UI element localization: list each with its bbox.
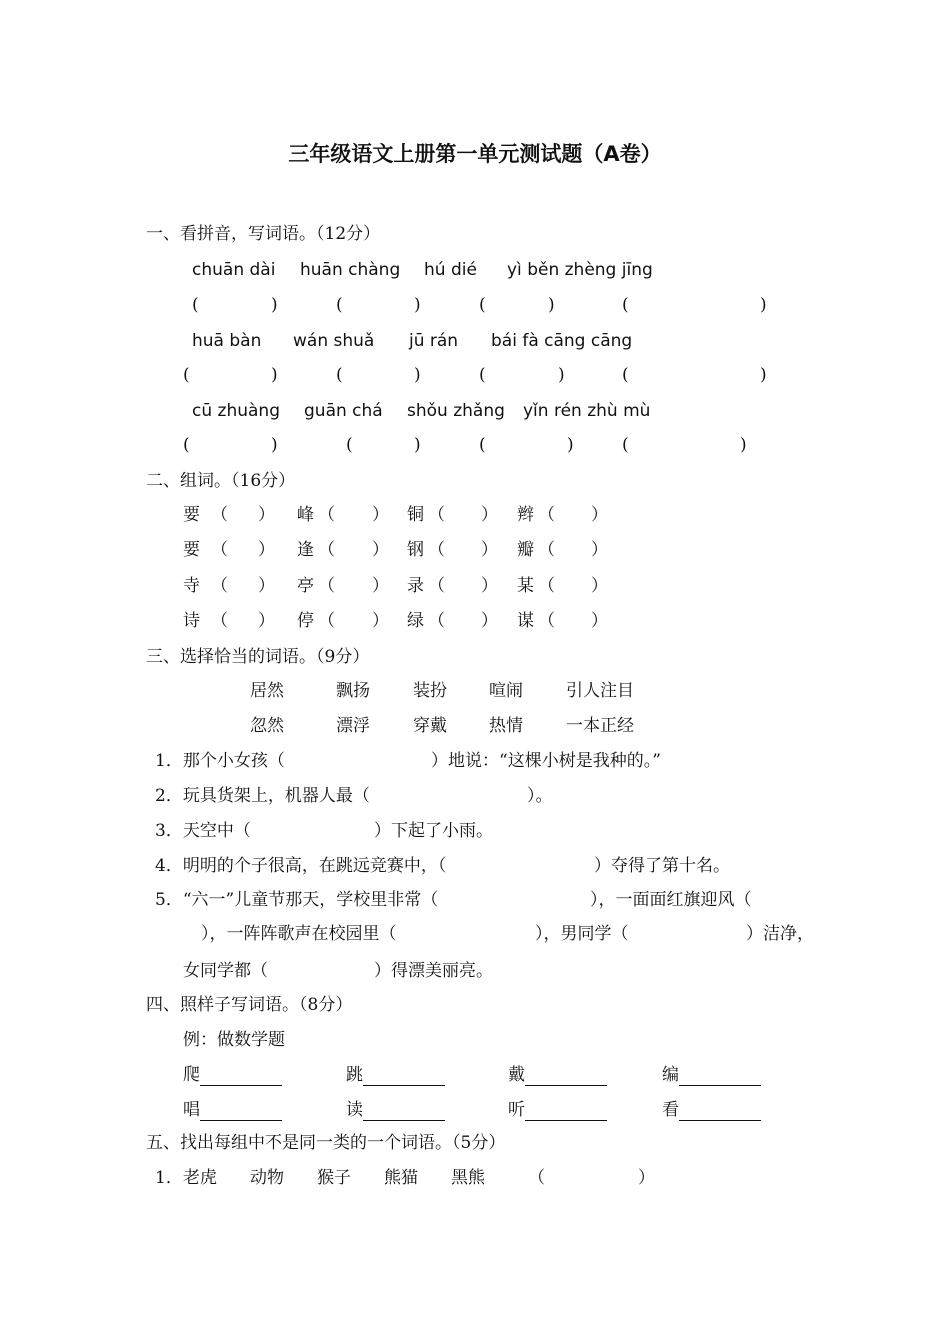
paren-left: （	[538, 540, 555, 560]
word-option: 穿戴	[413, 716, 447, 736]
paren-right: ）	[638, 1168, 655, 1188]
pinyin-item: yì běn zhèng jīng	[507, 260, 653, 280]
write-item: 读	[346, 1099, 445, 1121]
write-item: 编	[662, 1064, 761, 1086]
paren-left: （	[211, 540, 228, 560]
answer-left-paren: (	[479, 435, 486, 455]
write-item: 戴	[508, 1064, 607, 1086]
word-option: 喧闹	[489, 681, 523, 701]
question-text: 3．天空中（	[155, 821, 251, 841]
paren-right: ）	[591, 576, 608, 596]
paren-left: （	[538, 576, 555, 596]
word-item: 1．老虎	[155, 1168, 217, 1188]
question-text: ）洁净，	[746, 924, 814, 944]
section-1-heading: 一、看拼音，写词语。（12分）	[146, 224, 381, 244]
page-title: 三年级语文上册第一单元测试题（A卷）	[288, 142, 662, 166]
pinyin-item: wán shuǎ	[293, 331, 375, 351]
paren-right: ）	[372, 505, 389, 525]
answer-left-paren: (	[192, 295, 199, 315]
answer-left-paren: (	[479, 295, 486, 315]
answer-right-paren: )	[414, 295, 421, 315]
question-text: 4．明明的个子很高，在跳远竞赛中，（	[155, 856, 447, 876]
word-item: 黑熊	[451, 1168, 485, 1188]
answer-blank[interactable]	[525, 1102, 607, 1121]
paren-right: ）	[591, 611, 608, 631]
char-item: 峰	[297, 505, 314, 525]
pinyin-item: bái fà cāng cāng	[491, 331, 633, 351]
answer-blank[interactable]	[679, 1067, 761, 1086]
question-text: 1．那个小女孩（	[155, 751, 285, 771]
word-option: 飘扬	[336, 681, 370, 701]
answer-blank[interactable]	[679, 1102, 761, 1121]
answer-blank[interactable]	[200, 1067, 282, 1086]
write-item: 听	[508, 1099, 607, 1121]
paren-right: ）	[481, 540, 498, 560]
answer-blank[interactable]	[525, 1067, 607, 1086]
answer-blank[interactable]	[363, 1067, 445, 1086]
answer-left-paren: (	[622, 295, 629, 315]
pinyin-item: guān chá	[304, 401, 383, 421]
paren-left: （	[428, 576, 445, 596]
question-text: ）地说：“这棵小树是我种的。”	[431, 751, 661, 771]
question-text: ）夺得了第十名。	[594, 856, 730, 876]
answer-right-paren: )	[567, 435, 574, 455]
char-item: 要	[183, 505, 200, 525]
answer-left-paren: (	[622, 365, 629, 385]
char-item: 录	[407, 576, 424, 596]
paren-right: ）	[372, 576, 389, 596]
question-text: ），一面面红旗迎风（	[590, 890, 752, 910]
section-5-heading: 五、找出每组中不是同一类的一个词语。（5分）	[146, 1133, 506, 1153]
answer-left-paren: (	[336, 365, 343, 385]
word-option: 忽然	[250, 716, 284, 736]
word-option: 引人注目	[566, 681, 634, 701]
answer-right-paren: )	[548, 295, 555, 315]
word-option: 装扮	[413, 681, 447, 701]
word-option: 居然	[250, 681, 284, 701]
paren-left: （	[538, 611, 555, 631]
answer-left-paren: (	[336, 295, 343, 315]
question-text: ）下起了小雨。	[374, 821, 493, 841]
write-item: 看	[662, 1099, 761, 1121]
word-option: 漂浮	[336, 716, 370, 736]
paren-right: ）	[481, 576, 498, 596]
pinyin-item: jū rán	[409, 331, 459, 351]
paren-right: ）	[481, 505, 498, 525]
paren-left: （	[318, 611, 335, 631]
write-item: 唱	[183, 1099, 282, 1121]
char-item: 诗	[183, 611, 200, 631]
paren-left: （	[428, 505, 445, 525]
paren-right: ）	[372, 611, 389, 631]
answer-blank[interactable]	[363, 1102, 445, 1121]
pinyin-item: huān chàng	[300, 260, 401, 280]
answer-right-paren: )	[414, 365, 421, 385]
char-item: 钢	[407, 540, 424, 560]
char-item: 辫	[517, 505, 534, 525]
paren-right: ）	[372, 540, 389, 560]
word-item: 熊猫	[384, 1168, 418, 1188]
char-item: 某	[517, 576, 534, 596]
paren-right: ）	[258, 540, 275, 560]
answer-right-paren: )	[760, 295, 767, 315]
answer-left-paren: (	[183, 365, 190, 385]
char-item: 逢	[297, 540, 314, 560]
answer-left-paren: (	[622, 435, 629, 455]
char-item: 谋	[517, 611, 534, 631]
question-text: ），男同学（	[535, 924, 629, 944]
answer-left-paren: (	[479, 365, 486, 385]
example-text: 例：做数学题	[183, 1030, 285, 1050]
paren-left: （	[318, 505, 335, 525]
answer-right-paren: )	[271, 435, 278, 455]
paren-left: （	[428, 611, 445, 631]
write-item: 爬	[183, 1064, 282, 1086]
section-4-heading: 四、照样子写词语。（8分）	[146, 995, 353, 1015]
answer-left-paren: (	[346, 435, 353, 455]
pinyin-item: shǒu zhǎng	[407, 401, 505, 421]
pinyin-item: yǐn rén zhù mù	[523, 401, 651, 421]
char-item: 绿	[407, 611, 424, 631]
char-item: 停	[297, 611, 314, 631]
paren-right: ）	[258, 505, 275, 525]
paren-left: （	[211, 576, 228, 596]
pinyin-item: hú dié	[424, 260, 477, 280]
question-text: 女同学都（	[183, 961, 268, 981]
question-text: ），一阵阵歌声在校园里（	[201, 924, 397, 944]
paren-right: ）	[258, 611, 275, 631]
question-text: 2．玩具货架上，机器人最（	[155, 786, 370, 806]
write-item: 跳	[346, 1064, 445, 1086]
pinyin-item: huā bàn	[192, 331, 262, 351]
word-option: 热情	[489, 716, 523, 736]
paren-right: ）	[481, 611, 498, 631]
question-text: ）得漂美丽亮。	[374, 961, 493, 981]
paren-left: （	[318, 576, 335, 596]
char-item: 瓣	[517, 540, 534, 560]
answer-right-paren: )	[271, 365, 278, 385]
paren-right: ）	[591, 540, 608, 560]
answer-right-paren: )	[271, 295, 278, 315]
word-item: 动物	[250, 1168, 284, 1188]
question-text: ）。	[527, 786, 553, 806]
word-option: 一本正经	[566, 716, 634, 736]
answer-right-paren: )	[760, 365, 767, 385]
answer-right-paren: )	[740, 435, 747, 455]
paren-right: ）	[591, 505, 608, 525]
answer-right-paren: )	[558, 365, 565, 385]
paren-left: （	[538, 505, 555, 525]
paren-right: ）	[258, 576, 275, 596]
paren-left: （	[528, 1168, 545, 1188]
answer-left-paren: (	[183, 435, 190, 455]
char-item: 亭	[297, 576, 314, 596]
word-item: 猴子	[317, 1168, 351, 1188]
char-item: 要	[183, 540, 200, 560]
char-item: 寺	[183, 576, 200, 596]
paren-left: （	[211, 611, 228, 631]
answer-blank[interactable]	[200, 1102, 282, 1121]
section-3-heading: 三、选择恰当的词语。（9分）	[146, 647, 370, 667]
pinyin-item: chuān dài	[192, 260, 276, 280]
paren-left: （	[318, 540, 335, 560]
answer-right-paren: )	[414, 435, 421, 455]
section-2-heading: 二、组词。（16分）	[146, 471, 296, 491]
pinyin-item: cū zhuàng	[192, 401, 280, 421]
paren-left: （	[211, 505, 228, 525]
question-text: 5．“六一”儿童节那天，学校里非常（	[155, 890, 439, 910]
char-item: 铜	[407, 505, 424, 525]
paren-left: （	[428, 540, 445, 560]
